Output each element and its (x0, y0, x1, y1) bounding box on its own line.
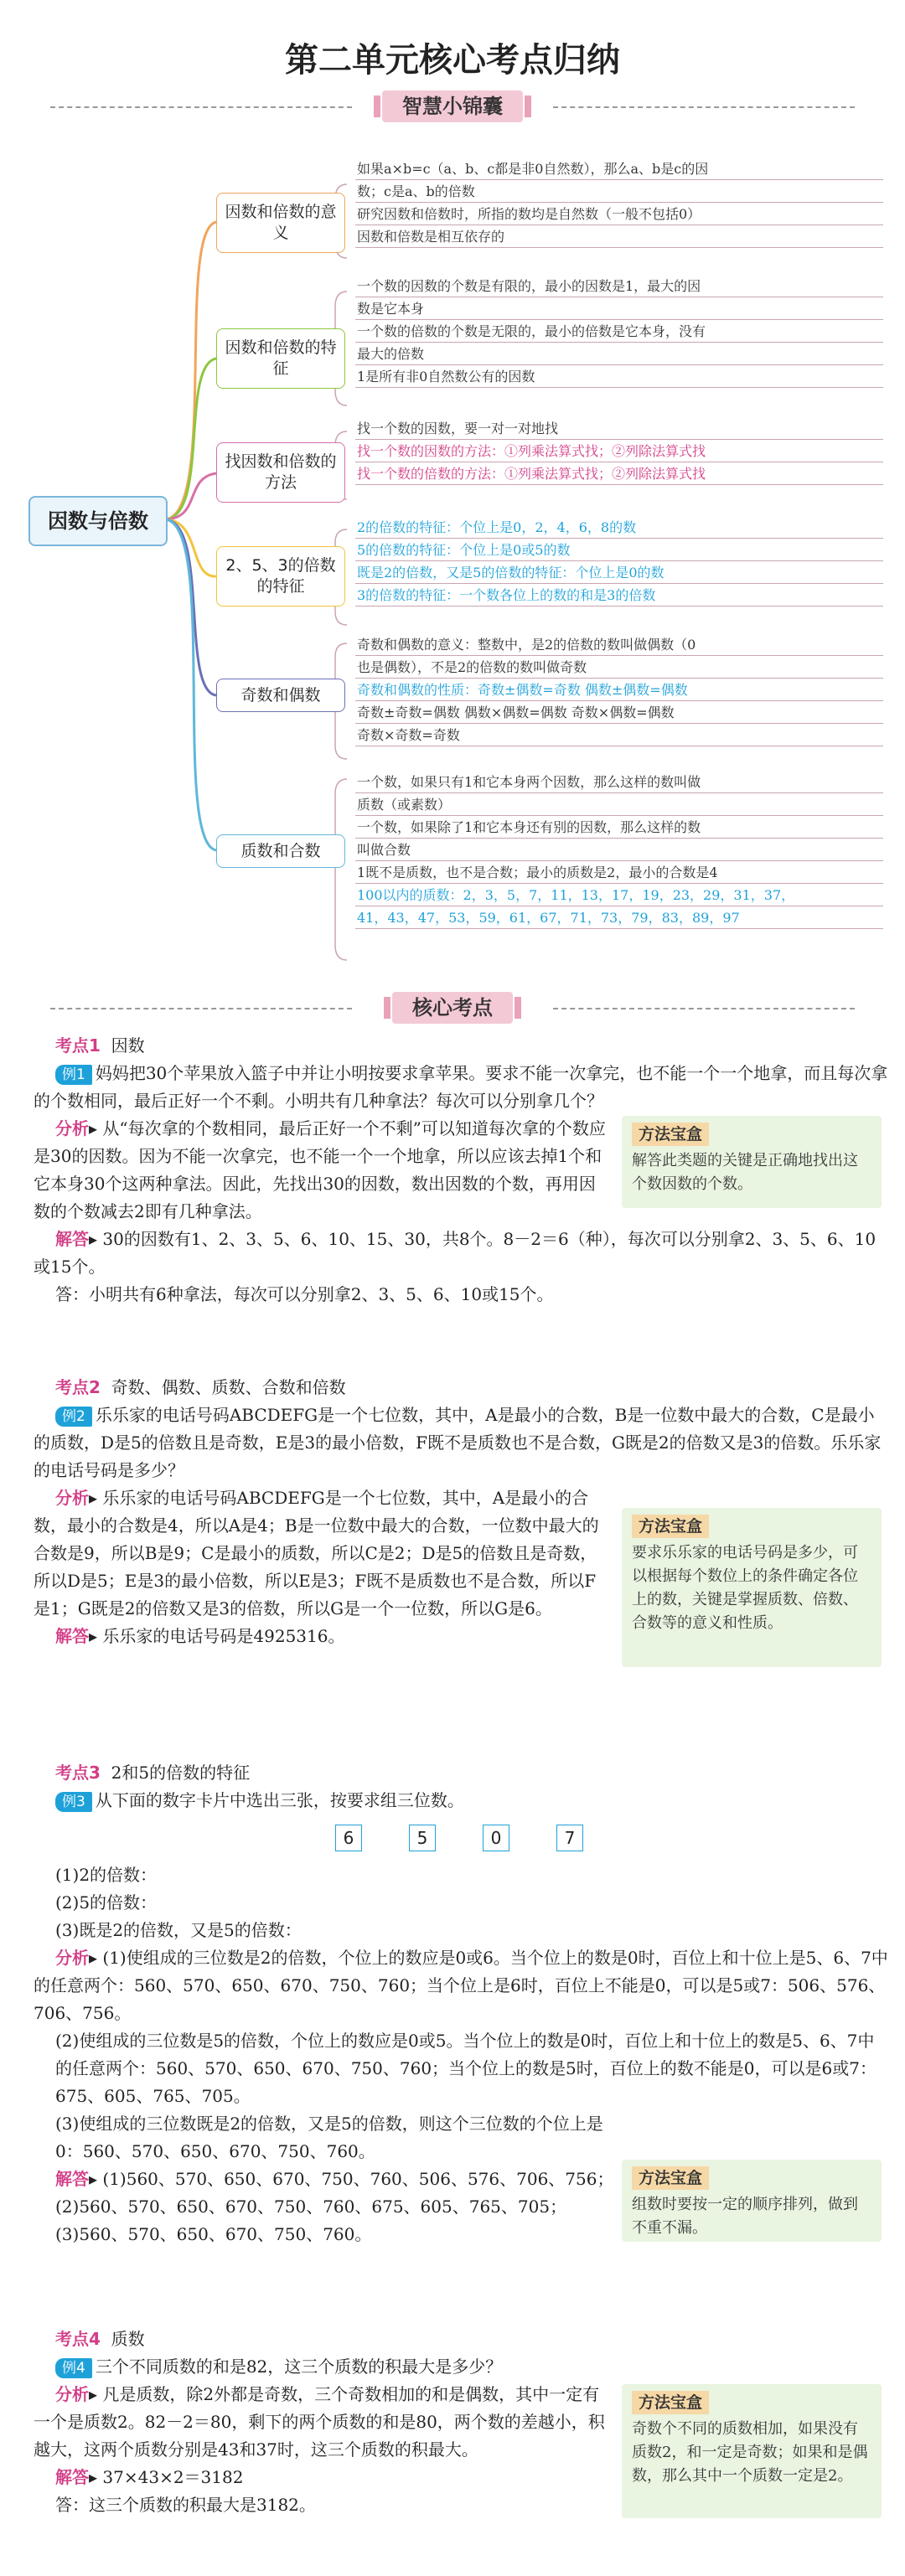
divider (553, 1008, 855, 1009)
leaf-text: 叫做合数 (355, 840, 883, 861)
section-banner: 智慧小锦囊 (382, 90, 523, 122)
tip-title: 方法宝盒 (632, 2391, 709, 2414)
leaf-text: 2的倍数的特征：个位上是0，2，4，6，8的数 (355, 518, 883, 539)
leaf-group-features (355, 276, 883, 390)
tip-text: 奇数个不同的质数相加，如果没有质数2，和一定是奇数；如果和是偶数，那么其中一个质数一定是2。 (632, 2420, 868, 2485)
leaf-text: 数；c是a、b的倍数 (355, 182, 883, 203)
leaf-text: 如果a×b=c（a、b、c都是非0自然数），那么a、b是c的因 (355, 159, 883, 180)
category-odd-even: 奇数和偶数 (216, 679, 345, 712)
tip-title: 方法宝盒 (632, 2166, 709, 2190)
digit-card: 7 (556, 1825, 583, 1851)
leaf-text: 找一个数的因数的方法：①列乘法算式找；②列除法算式找 (355, 441, 883, 462)
answer-text: 乐乐家的电话号码是4925316。 (102, 1626, 345, 1646)
leaf-text: 1是所有非0自然数公有的因数 (355, 367, 883, 388)
leaf-text: 1既不是质数，也不是合数；最小的质数是2，最小的合数是4 (355, 863, 883, 884)
analysis-label: 分析 (55, 1118, 89, 1138)
analysis-text: 乐乐家的电话号码ABCDEFG是一个七位数，其中，A是最小的合数，最小的合数是4，所以A是4；B是一位数中最大的合数，一位数中最大的合数是9，所以B是9；C是最小的质数，所以C是2；D是5的倍数且是奇数，所以D是5；E是3的最小倍数，所以E是3；F既不是质数也不是合数，所以F是1；G既是2的倍数又是3的倍数，所以G是一个一位数，所以G是6。 (34, 1488, 599, 1618)
leaf-text: 找一个数的倍数的方法：①列乘法算式找；②列除法算式找 (355, 464, 883, 485)
example-badge: 例1 (55, 1065, 92, 1085)
divider (553, 106, 855, 108)
answer-text-3: (3)560、570、650、670、750、760。 (55, 2224, 372, 2244)
leaf-text: 奇数和偶数的意义：整数中，是2的倍数的数叫做偶数（0 (355, 635, 883, 656)
example-badge: 例3 (55, 1792, 92, 1812)
point-topic: 2和5的倍数的特征 (111, 1763, 251, 1783)
answer-label: 解答 (55, 1229, 89, 1249)
point-topic: 因数 (111, 1035, 145, 1056)
point-number: 考点3 (55, 1763, 101, 1783)
tip-box (622, 2384, 882, 2518)
tip-box (622, 1116, 882, 1208)
point-1: 考点1 因数 例1 妈妈把30个苹果放入篮子中并让小明按要求拿苹果。要求不能一次拿完，也不能一个一个地拿，而且每次拿的个数相同，最后正好一个不剩。小明共有几种拿法？每次可以分别拿几个？ 分析▸ 从“每次拿的个数相同，最后正好一个不剩”可以知道每次拿的个数应是30的因数。因为不能一次拿完，也不能一个一个地拿，所以应该去掉1个和它本身30个这两种拿法。因此，先找出30的因数，数出因数的个数，再用因数的个数减去2即有几种拿法。 解答▸ 30的因数有1、2、3、5、6、10、15、30，共8个。8－2＝6（种），每次可以分别拿2、3、5、6、10或15个。 答：小明共有6种拿法，每次可以分别拿2、3、5、6、10或15个。 (34, 1032, 888, 1309)
leaf-text: 100以内的质数：2，3，5，7，11，13，17，19，23，29，31，37， (355, 885, 883, 906)
digit-card: 5 (409, 1825, 436, 1851)
tip-box (622, 1508, 882, 1667)
answer-text-2: (2)560、570、650、670、750、760、675、605、765、705； (55, 2197, 567, 2217)
leaf-text: 41，43，47，53，59，61，67，71，73，79，83，89，97 (355, 908, 883, 929)
point-2: 考点2 奇数、偶数、质数、合数和倍数 例2 乐乐家的电话号码ABCDEFG是一个七位数，其中，A是最小的合数，B是一位数中最大的合数，C是最小的质数，D是5的倍数且是奇数，E是3的最小倍数，F既不是质数也不是合数，G既是2的倍数又是3的倍数。乐乐家的电话号码是多少？ 分析▸ 乐乐家的电话号码ABCDEFG是一个七位数，其中，A是最小的合数，最小的合数是4，所以A是4；B是一位数中最大的合数，一位数中最大的合数是9，所以B是9；C是最小的质数，所以C是2；D是5的倍数且是奇数，所以D是5；E是3的最小倍数，所以E是3；F既不是质数也不是合数，所以F是1；G既是2的倍数又是3的倍数，所以G是一个一位数，所以G是6。 解答▸ 乐乐家的电话号码是4925316。 (34, 1377, 882, 1646)
leaf-text: 奇数×奇数=奇数 (355, 725, 883, 746)
answer-conclusion: 答：这三个质数的积最大是3182。 (55, 2495, 316, 2515)
sub-question: (3)既是2的倍数，又是5的倍数： (55, 1920, 302, 1940)
category-features: 因数和倍数的特征 (216, 328, 345, 389)
analysis-text: 凡是质数，除2外都是奇数，三个奇数相加的和是偶数，其中一定有一个是质数2。82－2＝80，剩下的两个质数的和是80，两个数的差越小，积越大，这两个质数分别是43和37时，这三个质数的积最大。 (34, 2384, 605, 2460)
question-text: 从下面的数字卡片中选出三张，按要求组三位数。 (95, 1790, 464, 1810)
point-3: 考点3 2和5的倍数的特征 例3 从下面的数字卡片中选出三张，按要求组三位数。 6 5 0 7 (1)2的倍数： (2)5的倍数： (3)既是2的倍数，又是5的倍数： 分析▸ (1)使组成的三位数是2的倍数，个位上的数应是0或6。当个位上的数是0时，百位上和十位上是5、6、7中的任意两个：560、570、650、670、750、760；当个位上是6时，百位上不能是0，可以是5或7：506、576、706、756。 (2)使组成的三位数是5的倍数，个位上的数应是0或5。当个位上的数是0时，百位上和十位上的数是5、6、7中的任意两个：560、570、650、670、750、760；当个位上的数是5时，百位上的数不能是0，可以是6或7：675、605、765、705。 (3)使组成的三位数既是2的倍数，又是5的倍数，则这个三位数的个位上是0：560、570、650、670、750、760。 解答▸ (1)560、570、650、670、750、760、506、576、706、756； (2)560、570、650、670、750、760、675、605、765、705； (3)560、570、650、670、750、760。 (34, 1759, 888, 2248)
leaf-text: 因数和倍数是相互依存的 (355, 227, 883, 248)
point-topic: 质数 (111, 2329, 145, 2349)
answer-label: 解答 (55, 2169, 89, 2189)
leaf-group-meaning (355, 159, 883, 250)
answer-label: 解答 (55, 2467, 89, 2487)
leaf-text: 奇数和偶数的性质：奇数±偶数=奇数 偶数±偶数=偶数 (355, 680, 883, 701)
question-text: 乐乐家的电话号码ABCDEFG是一个七位数，其中，A是最小的合数，B是一位数中最大的合数，C是最小的质数，D是5的倍数且是奇数，E是3的最小倍数，F既不是质数也不是合数，G既是2的倍数又是3的倍数。乐乐家的电话号码是多少？ (34, 1405, 882, 1480)
tip-title: 方法宝盒 (632, 1515, 709, 1538)
point-4: 考点4 质数 例4 三个不同质数的和是82，这三个质数的积最大是多少？ 分析▸ 凡是质数，除2外都是奇数，三个奇数相加的和是偶数，其中一定有一个是质数2。82－2＝80，剩下的两个质数的和是80，两个数的差越小，积越大，这两个质数分别是43和37时，这三个质数的积最大。 解答▸ 37×43×2＝3182 答：这三个质数的积最大是3182。 (34, 2326, 888, 2519)
leaf-text: 一个数的因数的个数是有限的，最小的因数是1，最大的因 (355, 276, 883, 297)
answer-text: 30的因数有1、2、3、5、6、10、15、30，共8个。8－2＝6（种），每次可以分别拿2、3、5、6、10或15个。 (34, 1229, 877, 1277)
leaf-group-odd-even (355, 635, 883, 748)
banner-row-core (50, 992, 855, 1025)
leaf-text: 5的倍数的特征：个位上是0或5的数 (355, 540, 883, 561)
analysis-label: 分析 (55, 1488, 89, 1508)
leaf-text: 也是偶数），不是2的倍数的数叫做奇数 (355, 658, 883, 679)
digit-cards (335, 1825, 888, 1851)
leaf-text: 质数（或素数） (355, 795, 883, 816)
tip-text: 组数时要按一定的顺序排列，做到不重不漏。 (632, 2196, 858, 2237)
analysis-text: (1)使组成的三位数是2的倍数，个位上的数应是0或6。当个位上的数是0时，百位上和十位上是5、6、7中的任意两个：560、570、650、670、750、760；当个位上是6时，百位上不能是0，可以是5或7：506、576、706、756。 (34, 1948, 888, 2023)
sub-question: (2)5的倍数： (55, 1892, 158, 1913)
analysis-label: 分析 (55, 2384, 89, 2404)
category-prime-composite: 质数和合数 (216, 834, 345, 868)
point-number: 考点4 (55, 2329, 101, 2349)
mind-map (0, 142, 905, 980)
leaf-group-multiples (355, 518, 883, 608)
leaf-group-prime (355, 772, 883, 931)
tip-title: 方法宝盒 (632, 1123, 709, 1146)
point-number: 考点2 (55, 1377, 101, 1397)
leaf-text: 研究因数和倍数时，所指的数均是自然数（一般不包括0） (355, 204, 883, 225)
leaf-text: 一个数，如果只有1和它本身两个因数，那么这样的数叫做 (355, 772, 883, 793)
leaf-text: 数是它本身 (355, 299, 883, 320)
leaf-text: 3的倍数的特征：一个数各位上的数的和是3的倍数 (355, 586, 883, 607)
leaf-text: 最大的倍数 (355, 344, 883, 365)
answer-text: (1)560、570、650、670、750、760、506、576、706、756； (102, 2169, 614, 2189)
tip-text: 解答此类题的关键是正确地找出这个数因数的个数。 (632, 1152, 858, 1193)
point-topic: 奇数、偶数、质数、合数和倍数 (111, 1377, 346, 1397)
example-badge: 例4 (55, 2358, 92, 2378)
leaf-text: 奇数±奇数=偶数 偶数×偶数=偶数 奇数×偶数=偶数 (355, 703, 883, 724)
divider (50, 1008, 352, 1009)
question-text: 三个不同质数的和是82，这三个质数的积最大是多少？ (95, 2357, 503, 2377)
page-title: 第二单元核心考点归纳 (285, 41, 620, 80)
leaf-group-methods (355, 419, 883, 487)
answer-conclusion: 答：小明共有6种拿法，每次可以分别拿2、3、5、6、10或15个。 (55, 1284, 554, 1304)
analysis-label: 分析 (55, 1948, 89, 1968)
answer-label: 解答 (55, 1626, 89, 1646)
mind-map-root: 因数与倍数 (28, 496, 168, 546)
tip-text: 要求乐乐家的电话号码是多少，可以根据每个数位上的条件确定各位上的数，关键是掌握质数、倍数、合数等的意义和性质。 (632, 1544, 858, 1632)
leaf-text: 一个数，如果除了1和它本身还有别的因数，那么这样的数 (355, 818, 883, 839)
digit-card: 6 (335, 1825, 362, 1851)
category-methods: 找因数和倍数的方法 (216, 442, 345, 503)
leaf-text: 一个数的倍数的个数是无限的，最小的倍数是它本身，没有 (355, 322, 883, 343)
section-banner: 核心考点 (392, 992, 513, 1024)
leaf-text: 既是2的倍数，又是5的倍数的特征：个位上是0的数 (355, 563, 883, 584)
category-multiples-2-5-3: 2、5、3的倍数的特征 (216, 546, 345, 607)
leaf-text: 找一个数的因数，要一对一对地找 (355, 419, 883, 440)
analysis-text-2: (2)使组成的三位数是5的倍数，个位上的数应是0或5。当个位上的数是0时，百位上和十位上的数是5、6、7中的任意两个：560、570、650、670、750、760；当个位上的数是5时，百位上的数不能是0，可以是6或7：675、605、765、705。 (55, 2031, 877, 2106)
divider (50, 106, 352, 108)
analysis-text: 从“每次拿的个数相同，最后正好一个不剩”可以知道每次拿的个数应是30的因数。因为不能一次拿完，也不能一个一个地拿，所以应该去掉1个和它本身30个这两种拿法。因此，先找出30的因数，数出因数的个数，再用因数的个数减去2即有几种拿法。 (34, 1118, 606, 1221)
banner-row-tips (50, 90, 855, 124)
point-number: 考点1 (55, 1035, 101, 1056)
example-badge: 例2 (55, 1407, 92, 1427)
answer-text: 37×43×2＝3182 (102, 2467, 244, 2487)
question-text: 妈妈把30个苹果放入篮子中并让小明按要求拿苹果。要求不能一次拿完，也不能一个一个地拿，而且每次拿的个数相同，最后正好一个不剩。小明共有几种拿法？每次可以分别拿几个？ (34, 1063, 888, 1111)
analysis-text-3: (3)使组成的三位数既是2的倍数，又是5的倍数，则这个三位数的个位上是0：560、570、650、670、750、760。 (55, 2114, 603, 2161)
category-meaning: 因数和倍数的意义 (216, 193, 345, 253)
digit-card: 0 (483, 1825, 509, 1851)
sub-question: (1)2的倍数： (55, 1865, 158, 1885)
tip-box (622, 2160, 882, 2242)
